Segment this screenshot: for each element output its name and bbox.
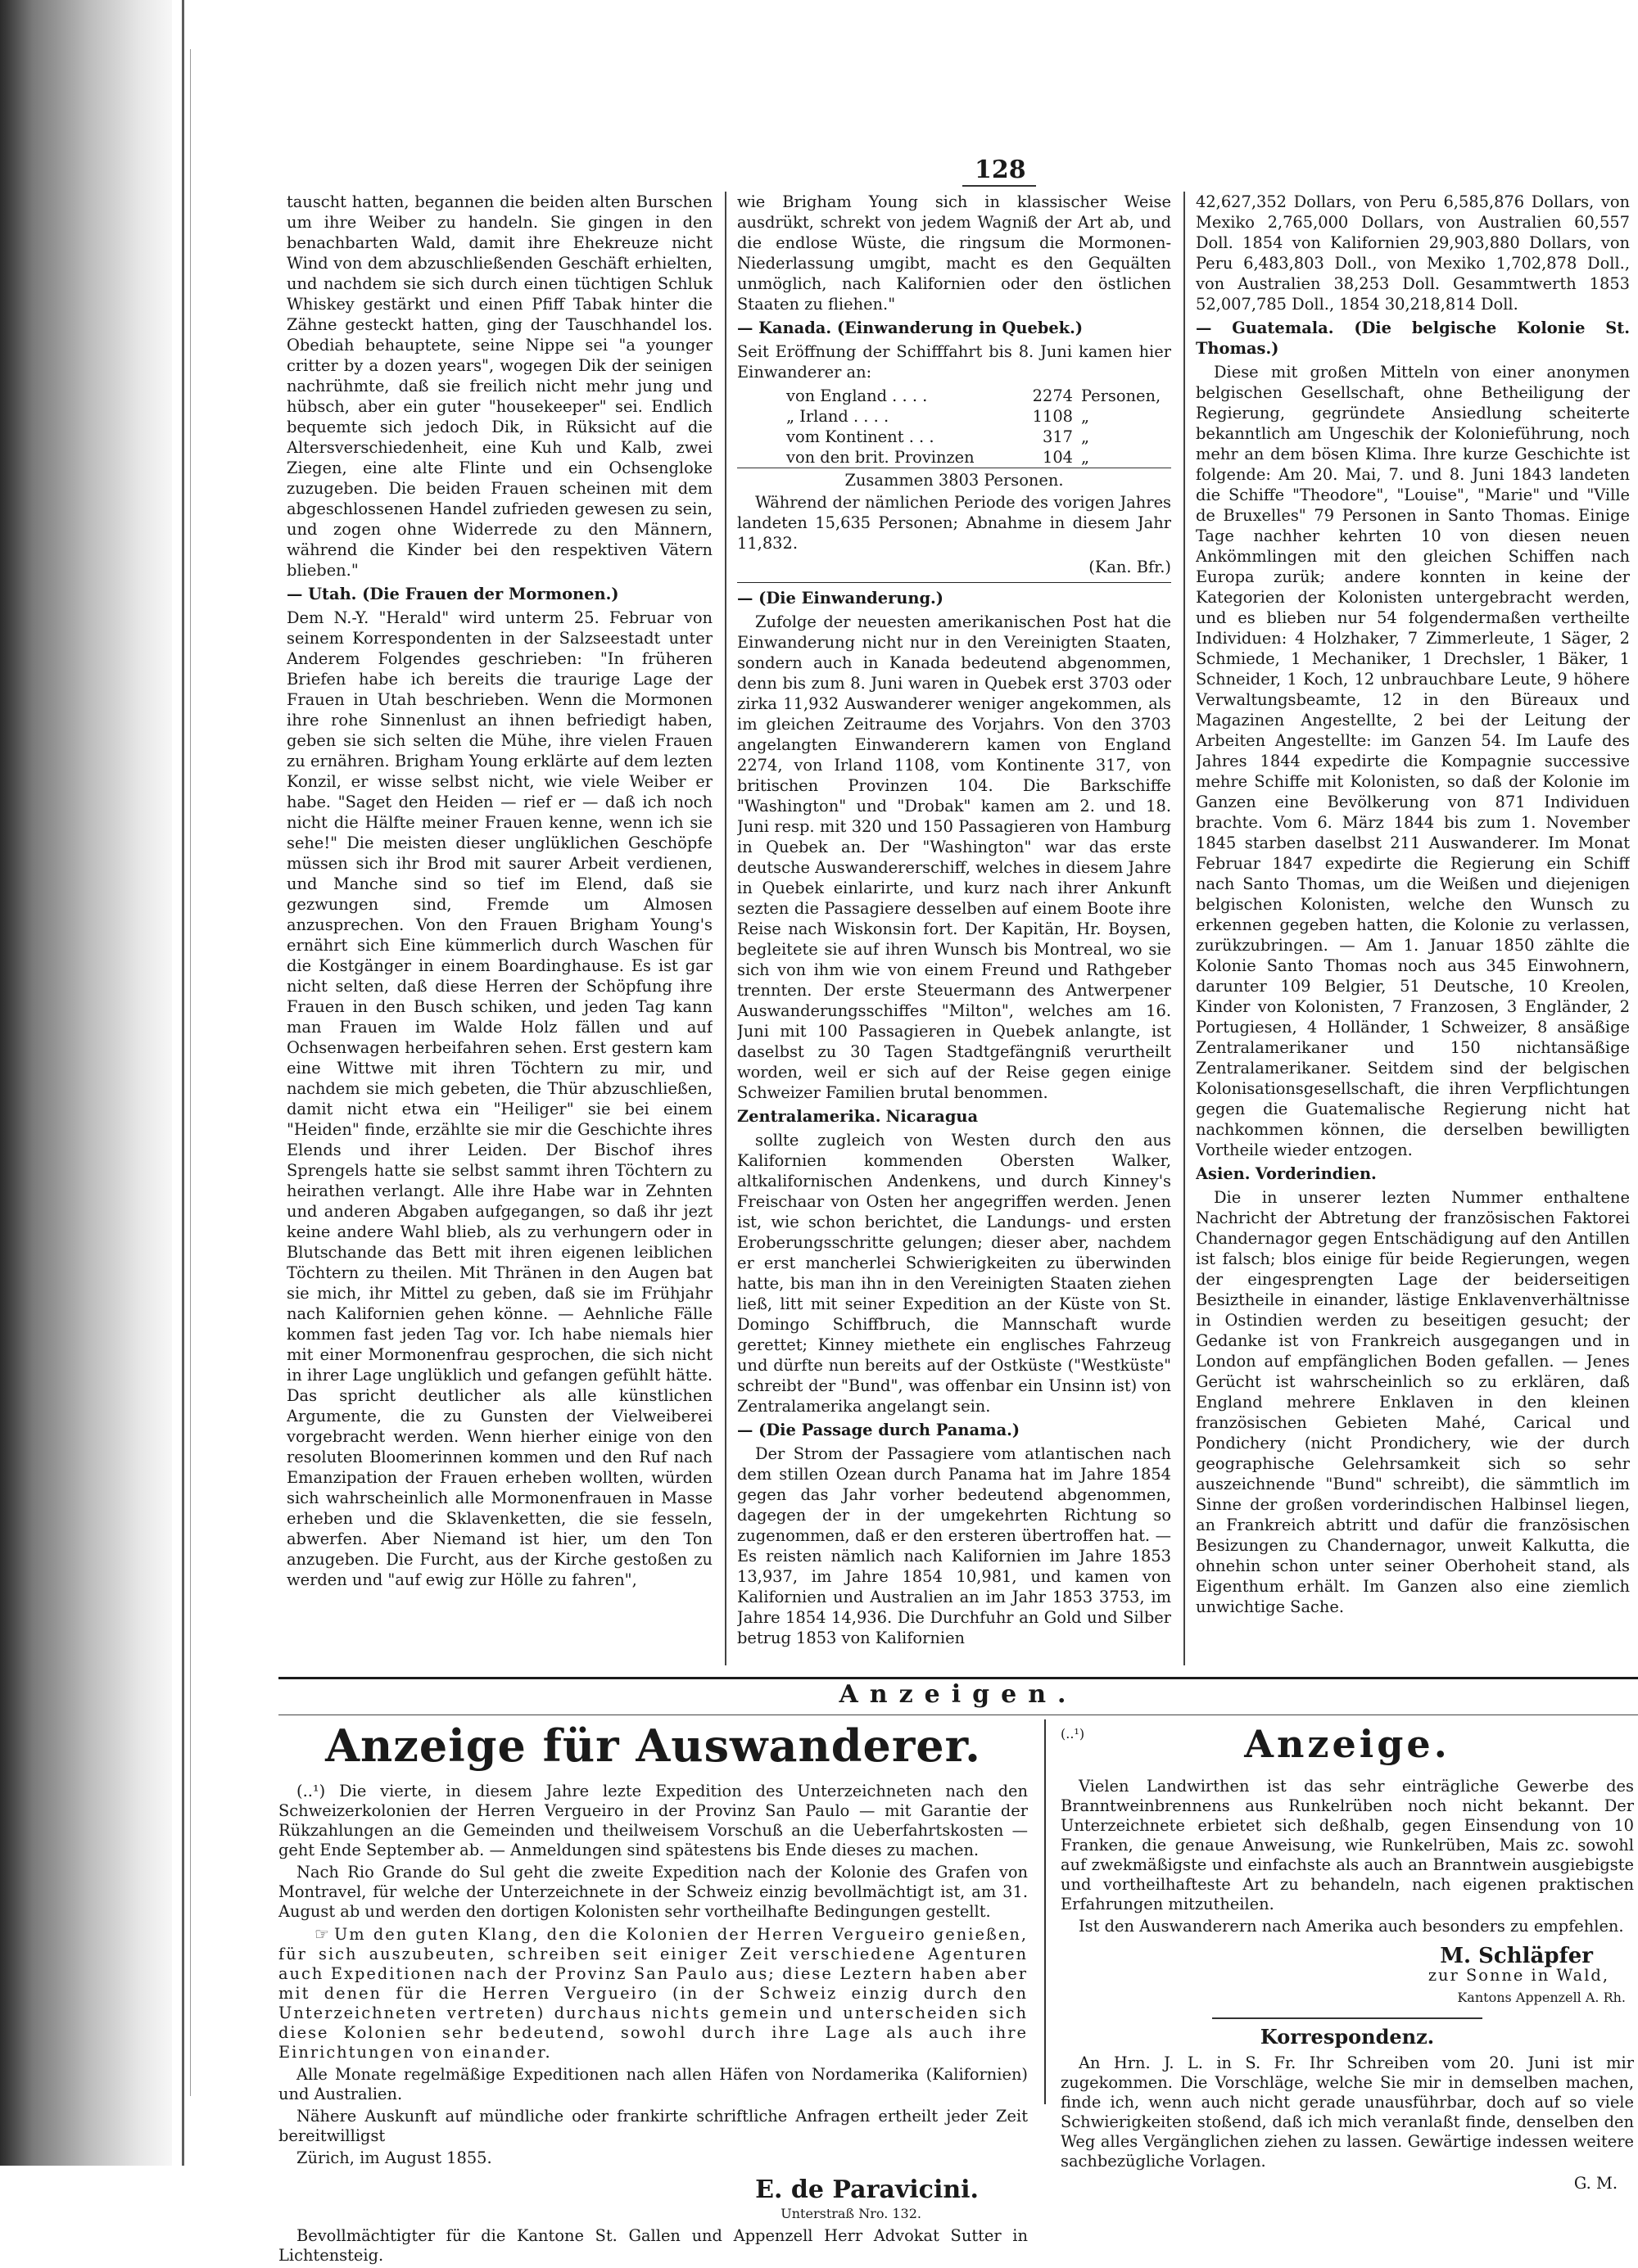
col2-heading-zentralamerika: Zentralamerika.	[737, 1107, 881, 1126]
ad-emigrants-paragraph-5: Nähere Auskunft auf mündliche oder frankirte schriftliche Anfragen ertheilt jeder Zeit bereitwilligst	[278, 2107, 1028, 2145]
col1-heading-utah-text: — Utah. (Die Frauen der Mormonen.)	[287, 585, 619, 603]
table-cell-unit: „	[1081, 448, 1090, 467]
binding-fold-line	[182, 0, 184, 2166]
ad-emigrants-paragraph-3: Um den guten Klang, den die Kolonien der Herren Vergueiro genießen, für sich auszubeuten, schreiben seit einiger Zeit verschiedene Agenturen auch Expeditionen nach der Provinz San Paulo aus; diese Leztern haben aber mit denen für die Herren Vergueiro (in der Schweiz einzig durch den Unterzeichneten vertreten) durchaus nichts gemein und unterscheiden sich diese Kolonien sehr bedeutend, sowohl durch ihre Lage als auch ihre Einrichtungen von einander.	[278, 1925, 1028, 2062]
ad-emigrants-paragraph-3-wrap	[278, 1924, 1028, 2062]
table-cell-unit: Personen,	[1081, 386, 1161, 405]
ad-distilling-paragraph-2: Ist den Auswanderern nach Amerika auch besonders zu empfehlen.	[1079, 1917, 1624, 1936]
ad-emigrants-paragraph-4: Alle Monate regelmäßige Expeditionen nach allen Häfen von Nordamerika (Kalifornien) und Australien.	[278, 2065, 1028, 2103]
immigration-table	[737, 386, 1171, 490]
col2-separator	[737, 582, 1171, 583]
ad-emigrants-signature: E. de Paravicini.	[755, 2175, 979, 2204]
col2-heading-kanada: — Kanada. (Einwanderung in Quebek.)	[737, 319, 1084, 337]
ad-marker: (..¹)	[296, 1782, 326, 1800]
column-divider-2	[1183, 192, 1185, 1665]
table-row	[737, 386, 1171, 406]
col2-paragraph-5: sollte zugleich von Westen durch den aus Kalifornien kommenden Obersten Walker, altkalifornischen Andenkens, und durch Kinney's Freischaar von Osten her angegriffen werden. Jenen ist, wie schon berichtet, die Landungs- und ersten Eroberungsschritte gelungen; dieser aber, nachdem er erst mancherlei Schwierigkeiten zu überwinden hatte, bis man ihn in den Vereinigten Staaten ziehen ließ, litt mit seiner Expedition an der Küste von St. Domingo Schiffbruch, die Mannschaft wurde gerettet; Kinney miethete ein englisches Fahrzeug und dürfte nun bereits auf der Ostküste ("Westküste" schreibt der "Bund", was offenbar ein Unsinn ist) von Zentralamerika angelangt sein.	[737, 1131, 1171, 1416]
ad-emigrants-title: Anzeige für Auswanderer.	[325, 1719, 981, 1772]
table-cell-value: 2274	[1032, 386, 1073, 405]
table-cell-unit: „	[1081, 427, 1090, 446]
ad-distilling-title: Anzeige.	[1244, 1722, 1450, 1766]
ad-emigrants-paragraph-2: Nach Rio Grande do Sul geht die zweite Expedition nach der Kolonie des Grafen von Montravel, für welche der Unterzeichnete in der Schweiz einzig bevollmächtigt ist, am 31. August ab und werden den dortigen Kolonisten sehr vortheilhafte Bedingungen gestellt.	[278, 1863, 1028, 1921]
column-1	[287, 192, 713, 1665]
col2-subheading-nicaragua: Nicaragua	[885, 1107, 979, 1126]
ad-emigrants-place-date: Zürich, im August 1855.	[296, 2148, 492, 2167]
col2-paragraph-6: Der Strom der Passagiere vom atlantischen nach dem stillen Ozean durch Panama hat im Jahre 1854 gegen das Jahr vorher bedeutend abgenommen, dagegen der in der umgekehrten Richtung so zugenommen, daß er den ersteren übertroffen hat. — Es reisten nämlich nach Kalifornien im Jahre 1853 13,937, im Jahre 1854 10,981, und kamen von Kalifornien und Australien an im Jahr 1853 3753, im Jahre 1854 14,936. Die Durchfuhr an Gold und Silber betrug 1853 von Kalifornien	[737, 1444, 1171, 1647]
column-3	[1196, 192, 1630, 1665]
correspondence-title: Korrespondenz.	[1260, 2025, 1435, 2049]
col3-heading-guatemala: — Guatemala. (Die belgische Kolonie St. Thomas.)	[1196, 319, 1630, 358]
ad-emigrants-paragraph-6: Bevollmächtigter für die Kantone St. Gallen und Appenzell Herr Advokat Sutter in Lichtensteig.	[278, 2226, 1028, 2265]
col2-heading-einwanderung-wrap	[737, 588, 1171, 608]
binding-fold-line-secondary	[190, 49, 191, 2096]
ad-distilling-signature: M. Schläpfer	[1440, 1944, 1593, 1968]
scan-page-edge-shadow	[0, 0, 172, 2166]
table-row	[737, 406, 1171, 427]
col1-paragraph-2: Dem N.-Y. "Herald" wird unterm 25. Februar von seinem Korrespondenten in der Salzseestadt unter Anderem Folgendes geschrieben: "In früheren Briefen habe ich bereits die traurige Lage der Frauen in Utah beschrieben. Wenn die Mormonen ihre rohe Sinnenlust an ihnen befriedigt haben, geben sie sich selten die Mühe, ihre vielen Frauen zu ernähren. Brigham Young erklärte auf dem lezten Konzil, er wisse selbst nicht, wie viele Weiber er habe. "Saget den Heiden — rief er — daß ich noch nicht die Hälfte meiner Frauen kenne, wenn ich sie sehe!" Die meisten dieser unglüklichen Geschöpfe müssen sich ihr Brod mit saurer Arbeit verdienen, und Manche sind so tief im Elend, daß sie gezwungen sind, Fremde um Almosen anzusprechen. Von den Frauen Brigham Young's ernährt sich Eine kümmerlich durch Waschen für die Kostgänger in einem Boardinghause. Es ist gar nicht selten, daß diese Herren der Schöpfung ihre Frauen in den Busch schiken, und jeden Tag kann man Frauen im Walde Holz fällen und auf Ochsenwagen herbeifahren sehen. Erst gestern kam eine Wittwe mit ihren Töchtern zu mir, und nachdem sie mich gebeten, die Thür abzuschließen, damit nicht etwa ein "Heiliger" sie bei einem "Heiden" finde, erzählte sie mir die Geschichte ihres Elends und ihrer Leiden. Der Bischof ihres Sprengels hatte sie selbst sammt ihren Töchtern zu heirathen verlangt. Alle ihre Habe war in Zehnten und anderen Abgaben aufgegangen, so daß ihr jezt keine andere Wahl blieb, als zu verhungern oder in Blutschande das Bett mit ihren eigenen leiblichen Töchtern zu theilen. Mit Thränen in den Augen bat sie mich, ihr Mittel zu geben, daß sie im Frühjahr nach Kalifornien gehen könne. — Aehnliche Fälle kommen fast jeden Tag vor. Ich habe niemals hier mit einer Mormonenfrau gesprochen, die sich nicht in ihrer Lage unglüklich und gefangen gefühlt hätte. Das spricht deutlicher als alle künstlichen Argumente, die zu Gunsten der Vielweiberei vorgebracht werden. Wenn hierher einige von den resoluten Bloomerinnen kommen und den Ruf nach Emanzipation der Frauen erheben wollten, würden sich wahrscheinlich alle Mormonenfrauen in Masse erheben und die Sklavenketten, die sie fesseln, abwerfen. Aber Niemand ist hier, um den Ton anzugeben. Die Furcht, aus der Kirche gestoßen zu werden und "auf ewig zur Hölle zu fahren",	[287, 608, 713, 1589]
column-2	[737, 192, 1171, 1665]
table-total-row	[737, 468, 1171, 491]
newspaper-page	[278, 156, 1638, 2265]
col3-paragraph-1: 42,627,352 Dollars, von Peru 6,585,876 Dollars, von Mexiko 2,765,000 Dollars, von Australien 60,557 Doll. 1854 von Kalifornien 29,903,880 Dollars, von Peru 6,483,803 Doll., von Mexiko 1,702,878 Doll., von Australien 38,253 Doll. Gesammtwerth 1853 52,007,785 Doll., 1854 30,218,814 Doll.	[1196, 192, 1630, 314]
correspondence-initials: G. M.	[1573, 2174, 1618, 2193]
col2-heading-zentralamerika-wrap	[737, 1106, 1171, 1127]
table-cell-value: 1108	[1032, 407, 1073, 426]
col3-heading-asien: Asien.	[1196, 1164, 1251, 1183]
table-row	[737, 447, 1171, 468]
col2-paragraph-3: Während der nämlichen Periode des vorigen Jahres landeten 15,635 Personen; Abnahme in diesem Jahr 11,832.	[737, 493, 1171, 553]
col2-source-note: (Kan. Bfr.)	[1088, 558, 1171, 576]
ad-emigrants-paragraph-1-wrap	[278, 1782, 1028, 1860]
page-number-underline	[962, 185, 1036, 187]
ad-distilling-signature-line-2: Kantons Appenzell A. Rh.	[1457, 1990, 1626, 2005]
col2-paragraph-1: wie Brigham Young sich in klassischer Weise ausdrükt, schrekt von jedem Wagniß der Art ab, und die endlose Wüste, die ringsum die Mormonen-Niederlassung umgibt, macht es den Gequälten unmöglich, nach Kalifornien oder den östlichen Staaten zu fliehen."	[737, 192, 1171, 314]
column-divider-1	[725, 192, 726, 1665]
table-cell-label: vom Kontinent . . .	[786, 427, 934, 446]
ad-emigrants-signature-address: Unterstraß Nro. 132.	[781, 2206, 921, 2221]
col1-heading-utah	[287, 584, 713, 604]
col2-heading-einwanderung: — (Die Einwanderung.)	[737, 589, 943, 608]
ad-distilling-signature-line-1: zur Sonne in Wald,	[1428, 1966, 1609, 1985]
pointing-hand-icon: ☞	[314, 1924, 331, 1944]
ad-emigrants-paragraph-1: Die vierte, in diesem Jahre lezte Expedition des Unterzeichneten nach den Schweizerkolonien der Herren Vergueiro in der Provinz San Paulo — mit Garantie der Rükzahlungen an die Gemeinden und theilweisem Vorschuß an die Ueberfahrtskosten — geht Ende September ab. — Anmeldungen sind spätestens bis Ende dieses zu machen.	[278, 1782, 1028, 1859]
table-row	[737, 427, 1171, 447]
table-cell-label: „ Irland . . . .	[786, 407, 889, 426]
col1-paragraph-1: tauscht hatten, begannen die beiden alten Burschen um ihre Weiber zu handeln. Sie gingen in den benachbarten Wald, damit ihre Ehekreuze nicht Wind von dem abzuschließenden Geschäft erhielten, und nachdem sie sich durch einen tüchtigen Schluk Whiskey gestärkt und einen Pfiff Tabak hinter die Zähne gesteckt hatten, ging der Tauschhandel los. Obediah behauptete, seine Nippe sei "a younger critter by a dozen years", wogegen Dik der seinigen nachrühmte, daß sie freilich nicht mehr jung und hübsch, aber ein guter "housekeeper" sei. Endlich bequemte sich jedoch Dik, in Rüksicht auf die Altersverschiedenheit, eine Kuh und Kalb, zwei Ziegen, eine alte Flinte und ein Ochsengloke zuzugeben. Die beiden Frauen scheinen mit dem abgeschlossenen Handel zufrieden gewesen zu sein, und zogen ohne Widerrede zu den Männern, während die Kinder bei den respektiven Vätern blieben."	[287, 192, 713, 580]
ad-emigrants	[278, 1721, 1028, 2268]
col3-heading-asien-wrap	[1196, 1163, 1630, 1184]
col2-heading-panama: — (Die Passage durch Panama.)	[737, 1421, 1020, 1439]
table-cell-unit: „	[1081, 407, 1090, 426]
ad-distilling-paragraph-1: Vielen Landwirthen ist das sehr einträgliche Gewerbe des Branntweinbrennens aus Runkelrüben noch nicht bekannt. Der Unterzeichnete erbietet sich deßhalb, gegen Einsendung von 10 Franken, die genaue Anweisung, wie Runkelrüben, Mais zc. sowohl auf zwekmäßigste und einfachste als auch an Branntwein ausgiebigste und vortheilhafteste Art zu behandeln, nach eigenen praktischen Erfahrungen mitzutheilen.	[1061, 1777, 1634, 1913]
ads-section-heading: Anzeigen.	[839, 1680, 1078, 1709]
col3-paragraph-3: Die in unserer lezten Nummer enthaltene Nachricht der Abtretung der französischen Faktorei Chandernagor gegen Entschädigung auf den Antillen ist falsch; blos einige für beide Regierungen, wegen der eingesprengten Lage der beiderseitigen Besiztheile in einander, lästige Enklavenverhältnisse in Ostindien werden zu beseitigen gesucht; der Gedanke ist von Frankreich ausgegangen und in London auf empfänglichen Boden gefallen. — Jenes Gerücht ist wahrscheinlich so zu erklären, daß England mehrere Enklaven in den kleinen französischen Gebieten Mahé, Carical und Pondichery (nicht Prondichery, wie der durch geographische Gelehrsamkeit sich so sehr auszeichnende "Bund" schreibt), die sämmtlich im Sinne der großen vorderindischen Halbinsel liegen, an Frankreich abtritt und dafür die französischen Besizungen zu Chandernagor, unweit Kalkutta, die ohnehin schon unter seiner Oberhoheit stand, als Eigenthum erhält. Im Ganzen also eine ziemlich unwichtige Sache.	[1196, 1188, 1630, 1616]
ads-column-divider	[1044, 1719, 1046, 2104]
table-cell-label: von England . . . .	[786, 386, 928, 405]
page-number: 128	[975, 156, 1026, 184]
col2-paragraph-4: Zufolge der neuesten amerikanischen Post hat die Einwanderung nicht nur in den Vereinigten Staaten, sondern auch in Kanada bedeutend abgenommen, denn bis zum 8. Juni waren in Quebek erst 3703 oder zirka 11,932 Auswanderer weniger angekommen, als im gleichen Zeitraume des Vorjahrs. Von den 3703 angelangten Einwanderern kamen von England 2274, von Irland 1108, vom Kontinente 317, von britischen Provinzen 104. Die Barkschiffe "Washington" und "Drobak" kamen am 2. und 18. Juni resp. mit 320 und 150 Passagieren von Hamburg in Quebek an. Der "Washington" war das erste deutsche Auswandererschiff, welches in diesem Jahre in Quebek einlarirte, und kurz nach ihrer Ankunft sezten die Passagiere desselben auf einem Boote ihre Reise nach Wiskonsin fort. Der Kapitän, Hr. Boysen, begleitete sie auf ihren Wunsch bis Montreal, wo sie sich von ihm wie von einem Freund und Rathgeber trennten. Der erste Steuermann des Antwerpener Auswanderungsschiffes "Milton", welches am 16. Juni mit 100 Passagieren in Quebek anlangte, ist daselbst zu 30 Tagen Stadtgefängniß verurtheilt worden, weil er sich auf der Reise gegen einige Schweizer Familien brutal benommen.	[737, 612, 1171, 1102]
ads-top-rule	[278, 1677, 1638, 1679]
col3-subheading-vorderindien: Vorderindien.	[1255, 1164, 1377, 1183]
col2-paragraph-2: Seit Eröffnung der Schifffahrt bis 8. Juni kamen hier Einwanderer an:	[737, 342, 1171, 382]
table-cell-value: 317	[1042, 427, 1073, 446]
col3-paragraph-2: Diese mit großen Mitteln von einer anonymen belgischen Gesellschaft, ohne Betheiligung der Regierung, gegründete Ansiedlung scheiterte bekanntlich am Ungeschik der Kolonieführung, noch mehr an dem bösen Klima. Ihre kurze Geschichte ist folgende: Am 20. Mai, 7. und 8. Juni 1843 landeten die Schiffe "Theodore", "Louise", "Marie" und "Ville de Bruxelles" 79 Personen in Santo Thomas. Einige Tage nachher kehrten 10 von diesen neuen Ankömmlingen mit den gleichen Schiffen nach Europa zurük; andere konnten in keine der Kategorien der Kolonisten untergebracht werden, und es blieben nur 54 folgendermaßen vertheilte Individuen: 4 Holzhaker, 7 Zimmerleute, 1 Säger, 2 Schmiede, 1 Mechaniker, 1 Drechsler, 1 Bäker, 1 Schneider, 1 Koch, 12 unbrauchbare Leute, 9 höhere Verwaltungsbeamte, 12 in den Büreaux und Magazinen Angestellte, 2 bei der Leitung der Arbeiten Angestellte: im Ganzen 54. Im Laufe des Jahres 1844 expedirte die Kompagnie successive mehre Schiffe mit Kolonisten, so daß der Kolonie im Ganzen eine Bevölkerung von 871 Individuen brachte. Vom 6. März 1844 bis zum 1. November 1845 starben daselbst 211 Auswanderer. Im Monat Februar 1847 expedirte die Regierung ein Schiff nach Santo Thomas, um die Weißen und diejenigen belgischen Kolonisten, welche den Wunsch zu erkennen gegeben hatten, die Kolonie zu verlassen, zurükzubringen. — Am 1. Januar 1850 zählte die Kolonie Santo Thomas noch aus 345 Einwohnern, darunter 109 Belgier, 51 Deutsche, 10 Kreolen, Kinder von Kolonisten, 7 Franzosen, 3 Engländer, 2 Portugiesen, 4 Holländer, 1 Schweizer, 8 ansäßige Zentralamerikaner und 150 nichtansäßige Zentralamerikaner. Seitdem sind der belgischen Kolonisationsgesellschaft, die ihren Verpflichtungen gegen die Guatemalische Regierung nicht hat nachkommen können, die derselben bewilligten Vortheile wieder entzogen.	[1196, 363, 1630, 1159]
ad-distilling	[1061, 1721, 1634, 2196]
table-total: Zusammen 3803 Personen.	[737, 468, 1171, 491]
correspondence-paragraph: An Hrn. J. L. in S. Fr. Ihr Schreiben vom 20. Juni ist mir zugekommen. Die Vorschläge, welche Sie mir in demselben machen, finde ich, wenn auch nicht gerade unausführbar, doch auf so viele Schwierigkeiten stoßend, daß ich mich veranlaßt finde, denselben den Weg alles Vergänglichen ziehen zu lassen. Gewärtige indessen weitere sachbezügliche Vorlagen.	[1061, 2053, 1634, 2171]
correspondence-rule	[1212, 2017, 1482, 2019]
table-cell-value: 104	[1042, 448, 1073, 467]
ad-marker: (..¹)	[1061, 1726, 1085, 1742]
table-cell-label: von den brit. Provinzen	[786, 448, 975, 467]
